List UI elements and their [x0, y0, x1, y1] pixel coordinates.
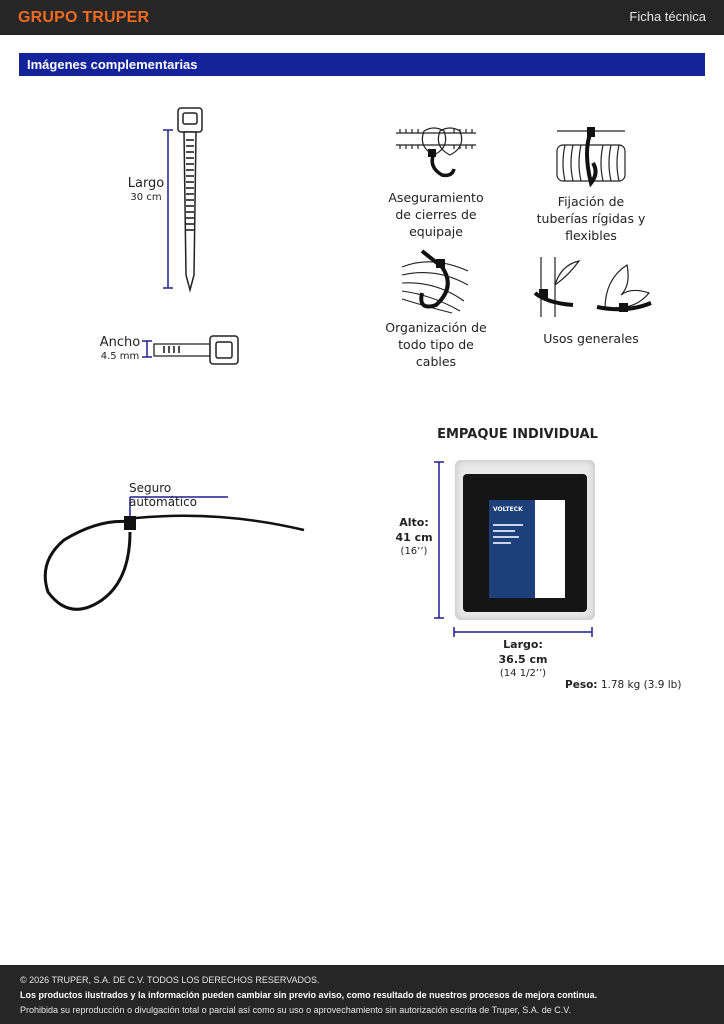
footer-copyright: © 2026 TRUPER, S.A. DE C.V. TODOS LOS DERECHOS RESERVADOS.: [20, 975, 320, 985]
package-height-value: 41 cm: [395, 531, 433, 544]
length-label: Largo: [127, 176, 165, 191]
package-weight: [565, 679, 681, 691]
footer: [0, 965, 724, 1024]
package-bag: [455, 460, 595, 620]
package-title: EMPAQUE INDIVIDUAL: [437, 427, 598, 442]
feature-caption-general: Usos generales: [543, 331, 639, 346]
width-value: 4.5 mm: [100, 351, 140, 362]
package-weight-label: Peso:: [565, 679, 598, 691]
package-label-text-block: [493, 520, 531, 570]
header-bar: [0, 0, 724, 35]
package-weight-value: 1.78 kg (3.9 lb): [600, 679, 682, 691]
brand-logo: GRUPO TRUPER: [18, 9, 150, 26]
package-brand: VOLTECK: [493, 506, 523, 513]
cable-tie-length-illustration: [160, 105, 220, 295]
luggage-zipper-icon: [396, 125, 476, 185]
plant-tie-icon: [535, 255, 653, 319]
length-value: 30 cm: [130, 192, 162, 203]
package-height-dimension: [434, 460, 446, 620]
package-height-label: Alto:: [399, 516, 429, 529]
package-label-card: [489, 500, 565, 598]
feature-caption-pipes: Fijación de tuberías rígidas y flexibles: [536, 194, 646, 243]
document-type: Ficha técnica: [629, 9, 706, 24]
section-title: Imágenes complementarias: [27, 57, 198, 72]
pipe-tie-icon: [555, 125, 627, 185]
width-label: Ancho: [99, 335, 141, 350]
package-length-label: Largo:: [503, 638, 543, 651]
feature-caption-cables: Organización de todo tipo de cables: [385, 320, 487, 369]
footer-notice: Los productos ilustrados y la información pueden cambiar sin previo aviso, como resultado de nuestros procesos de mejora continua.: [20, 990, 598, 1000]
package-height-inches: (16’’): [400, 546, 428, 557]
cable-bundle-icon: [402, 245, 478, 311]
package-length-inches: (14 1/2’’): [499, 668, 547, 679]
cable-tie-width-illustration: [142, 335, 242, 367]
footer-rights: Prohibida su reproducción o divulgación total o parcial así como su uso o aprovechamiento sin autorización escrita de Truper, S.A. de C.V.: [20, 1005, 571, 1015]
lock-label: Seguro automático: [129, 481, 198, 509]
section-bar: [19, 53, 705, 76]
feature-caption-luggage: Aseguramiento de cierres de equipaje: [388, 190, 484, 239]
package-length-dimension: [452, 626, 594, 638]
package-length-value: 36.5 cm: [498, 653, 548, 666]
